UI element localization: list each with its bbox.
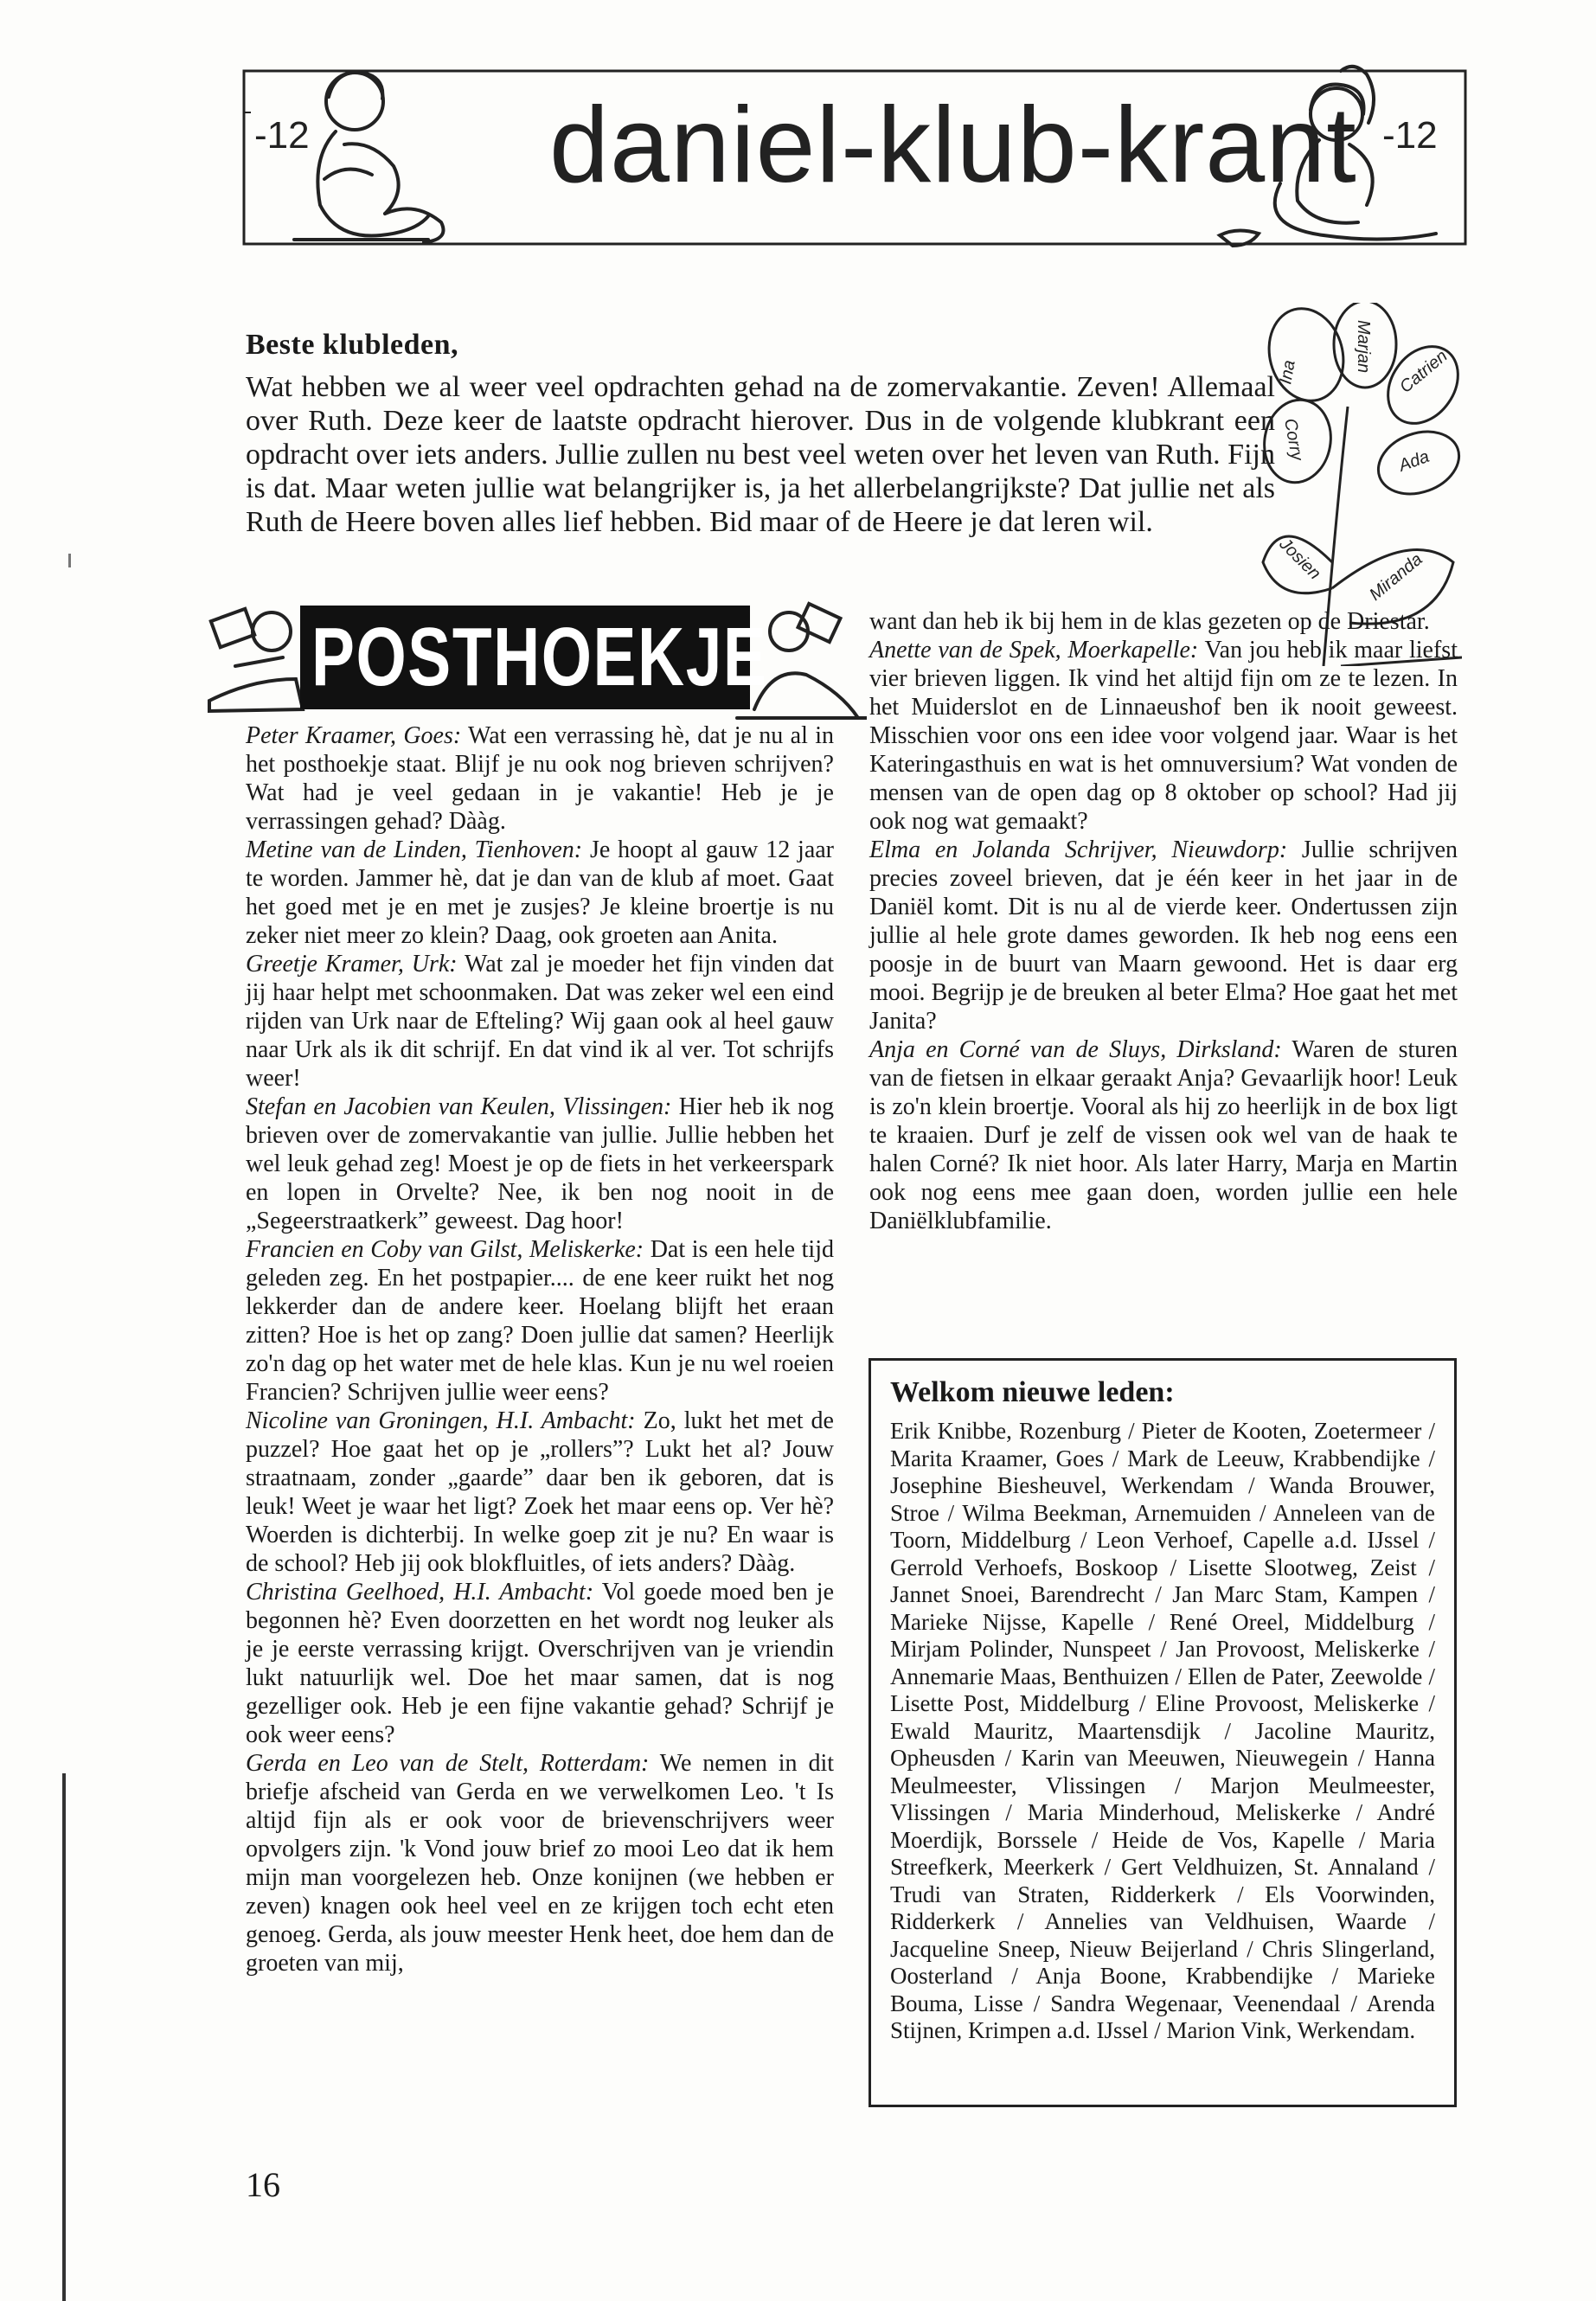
letter-text: Waren de sturen van de fietsen in elkaar geraakt Anja? Gevaarlijk hoor! Leuk is zo'n klein broertje. Vooral als hij zo heerlijk in de box ligt te kraaien. Durf je zelf de vissen ook wel van de haak te halen Corné? Ik niet hoor. Als later Harry, Marja en Martin ook nog eens mee gaan doen, worden jullie een hele Daniëlklubfamilie. (869, 1036, 1458, 1234)
welcome-title: Welkom nieuwe leden: (890, 1376, 1175, 1408)
boy-illustration (294, 73, 444, 242)
letter-sender: Stefan en Jacobien van Keulen, Vlissingen: (246, 1093, 672, 1120)
posthoekje-title: POSTHOEKJE (311, 611, 768, 703)
letter-text: Hier heb ik nog brieven over de zomervakantie van jullie. Jullie hebben het wel leuk gehad zeg! Moest je op de fiets in het verkeerspark en lopen in Orvelte? Nee, ik ben nog nooit in de „Segeerstraatkerk” geweest. Dag hoor! (246, 1093, 834, 1234)
scan-margin-line (62, 1773, 66, 2301)
flower-name-josien: Josien (1275, 534, 1324, 584)
letter (869, 1035, 1458, 1235)
flower-name-catrien: Catrien (1396, 346, 1452, 397)
letter-sender: Christina Geelhoed, H.I. Ambacht: (246, 1579, 594, 1606)
page-number: 16 (246, 2165, 280, 2204)
intro-text: Wat hebben we al weer veel opdrachten gehad na de zomervakantie. Zeven! Allemaal over Ruth. Deze keer de laatste opdracht hierover. Dus in de volgende klubkrant een opdracht over iets anders. Jullie zullen nu best veel weten over het leven van Ruth. Fijn is dat. Maar weten jullie wat belangrijker is, ja het allerbelangrijkste? Dat jullie net als Ruth de Heere boven alles lief hebben. Bid maar of de Heere je dat leren wil. (246, 371, 1275, 538)
letter-text: Vol goede moed ben je begonnen hè? Even doorzetten en het wordt nog leuker als je je eerste verrassing krijgt. Overschrijven van je vriendin lukt natuurlijk wel. Doe het maar samen, dat is nog gezelliger ook. Heb je een fijne vakantie gehad? Schrijf je ook weer eens? (246, 1579, 835, 1748)
letter-text: want dan heb ik bij hem in de klas gezeten op de Driestar. (869, 608, 1430, 635)
letters-right-column (869, 607, 1458, 1235)
letters-left-column (246, 721, 834, 1977)
letter-sender: Gerda en Leo van de Stelt, Rotterdam: (246, 1750, 650, 1777)
letter-text: Zo, lukt het met de puzzel? Hoe gaat het op je „rollers”? Lukt het al? Jouw straatnaam, zonder „gaarde” daar ben ik geboren, dat is leuk! Weet je waar het ligt? Zoek het maar eens op. Ver hè? Woerden is dichterbij. In welke goep zit je nu? En waar is de school? Heb jij ook blokfluitles, of iets anders? Dààg. (246, 1407, 834, 1577)
scan-margin-mark (68, 554, 71, 567)
letter (246, 836, 834, 950)
flower-name-ada: Ada (1396, 446, 1433, 476)
letter (246, 1235, 834, 1407)
letter-text: Wat een verrassing hè, dat je nu al in het posthoekje staat. Blijf je nu ook nog brieven schrijven? Wat had je veel gedaan in je vakantie! Heb je je verrassingen gehad? Dààg. (246, 722, 834, 835)
greeting: Beste klubleden, (246, 329, 459, 361)
letter-sender: Metine van de Linden, Tienhoven: (246, 836, 583, 863)
letter-text: Van jou heb ik maar liefst vier brieven liggen. Ik vind het altijd fijn om ze te lezen. In het Muiderslot en de Linnaeushof ben ik nooit geweest. Misschien voor ons een idee voor volgend jaar. Waar is het Kateringasthuis en wat is het omnuversium? Wat vonden de mensen van de open dag op 8 oktober op school? Had jij ook nog wat gemaakt? (869, 637, 1458, 835)
letter (246, 1407, 834, 1578)
page-number-left: -12 (254, 114, 310, 157)
welcome-new-members-box (869, 1358, 1457, 2107)
letter (246, 1093, 834, 1235)
masthead (242, 62, 1471, 261)
letter-text: Jullie schrijven precies zoveel brieven, dat je één keer in het jaar in de Daniël komt. Dit is nu al de vierde keer. Ondertussen zijn jullie al hele grote dames geworden. Ik heb nog eens een poosje in de buurt van Maarn gewoond. Het is daar erg mooi. Begrijp je de breuken al beter Elma? Hoe gaat het met Janita? (869, 836, 1458, 1035)
letter (246, 1578, 834, 1749)
letter (246, 950, 834, 1093)
letter-sender: Nicoline van Groningen, H.I. Ambacht: (246, 1407, 636, 1434)
flower-name-ina: Ina (1276, 358, 1299, 386)
welcome-members-list: Erik Knibbe, Rozenburg / Pieter de Kooten, Zoetermeer / Marita Kraamer, Goes / Mark de Leeuw, Krabbendijke / Josephine Biesheuvel, Werkendam / Wanda Brouwer, Stroe / Wilma Beekman, Arnemuiden / Anneleen van de Toorn, Middelburg / Leon Verhoef, Capelle a.d. IJssel / Gerrold Verhoefs, Boskoop / Lisette Slootweg, Zeist / Jannet Snoei, Barendrecht / Jan Marc Stam, Kampen / Marieke Nijsse, Kapelle / René Oreel, Middelburg / Mirjam Polinder, Nunspeet / Jan Provoost, Meliskerke / Annemarie Maas, Benthuizen / Ellen de Pater, Zeewolde / Lisette Post, Middelburg / Eline Provoost, Meliskerke / Ewald Mauritz, Maartensdijk / Jacoline Mauritz, Opheusden / Karin van Meeuwen, Nieuwegein / Hanna Meulmeester, Vlissingen / Marjon Meulmeester, Vlissingen / Maria Minderhoud, Meliskerke / André Moerdijk, Borssele / Heide de Vos, Kapelle / Maria Streefkerk, Meerkerk / Gert Veldhuizen, St. Annaland / Trudi van Straten, Ridderkerk / Els Voorwinden, Ridderkerk / Annelies van Veldhuisen, Waarde / Jacqueline Sneep, Nieuw Beijerland / Chris Slingerland, Oosterland / Anja Boone, Krabbendijke / Marieke Bouma, Lisse / Sandra Wegenaar, Veenendaal / Arenda Stijnen, Krimpen a.d. IJssel / Marion Vink, Werkendam. (890, 1418, 1435, 2043)
letter-sender: Francien en Coby van Gilst, Meliskerke: (246, 1236, 644, 1263)
letter-text: Wat zal je moeder het fijn vinden dat jij haar helpt met schoonmaken. Dat was zeker wel een eind rijden van Urk naar de Efteling? Wij gaan ook al heel gauw naar Urk als ik dit schrijf. En dat vind ik al ver. Tot schrijfs weer! (246, 951, 834, 1092)
letter (246, 1749, 834, 1977)
letter (869, 636, 1458, 836)
flower-name-marjan: Marjan (1354, 320, 1373, 374)
letter-sender: Anette van de Spek, Moerkapelle: (869, 637, 1199, 663)
masthead-title: daniel-klub-krant (549, 86, 1357, 205)
letter-sender: Elma en Jolanda Schrijver, Nieuwdorp: (869, 836, 1288, 863)
posthoekje-banner (201, 597, 867, 727)
letter-sender: Anja en Corné van de Sluys, Dirksland: (869, 1036, 1282, 1063)
letter-sender: Greetje Kramer, Urk: (246, 951, 458, 977)
letter-text: Je hoopt al gauw 12 jaar te worden. Jammer hè, dat je dan van de klub af moet. Gaat het goed met je en met je zusjes? Je kleine broertje is nu zeker niet meer zo klein? Daag, ook groeten aan Anita. (246, 836, 834, 949)
flower-name-corry: Corry (1280, 417, 1307, 463)
page-number-right: -12 (1382, 114, 1438, 157)
flower-name-miranda: Miranda (1366, 549, 1426, 605)
letter (869, 836, 1458, 1035)
letter-text: We nemen in dit briefje afscheid van Gerda en we verwelkomen Leo. 't Is altijd fijn als er ook voor de brievenschrijvers weer opvolgers zijn. 'k Vond jouw brief zo mooi Leo dat ik hem mijn man voorgelezen heb. Onze konijnen (we hebben er zeven) knagen ook heel veel en ze krijgen toch echt eten genoeg. Gerda, als jouw meester Henk heet, doe hem dan de groeten van mij, (246, 1750, 834, 1977)
letter-text: Dat is een hele tijd geleden zeg. En het postpapier.... de ene keer ruikt het nog lekkerder dan de andere keer. Hoelang blijft het eraan zitten? Hoe is het op zang? Doen jullie dat samen? Heerlijk zo'n dag op het water met de hele klas. Kun je nu wel roeien Francien? Schrijven jullie weer eens? (246, 1236, 834, 1406)
letter (246, 721, 834, 836)
letter-sender: Peter Kraamer, Goes: (246, 722, 462, 749)
letter-continuation (869, 607, 1458, 636)
